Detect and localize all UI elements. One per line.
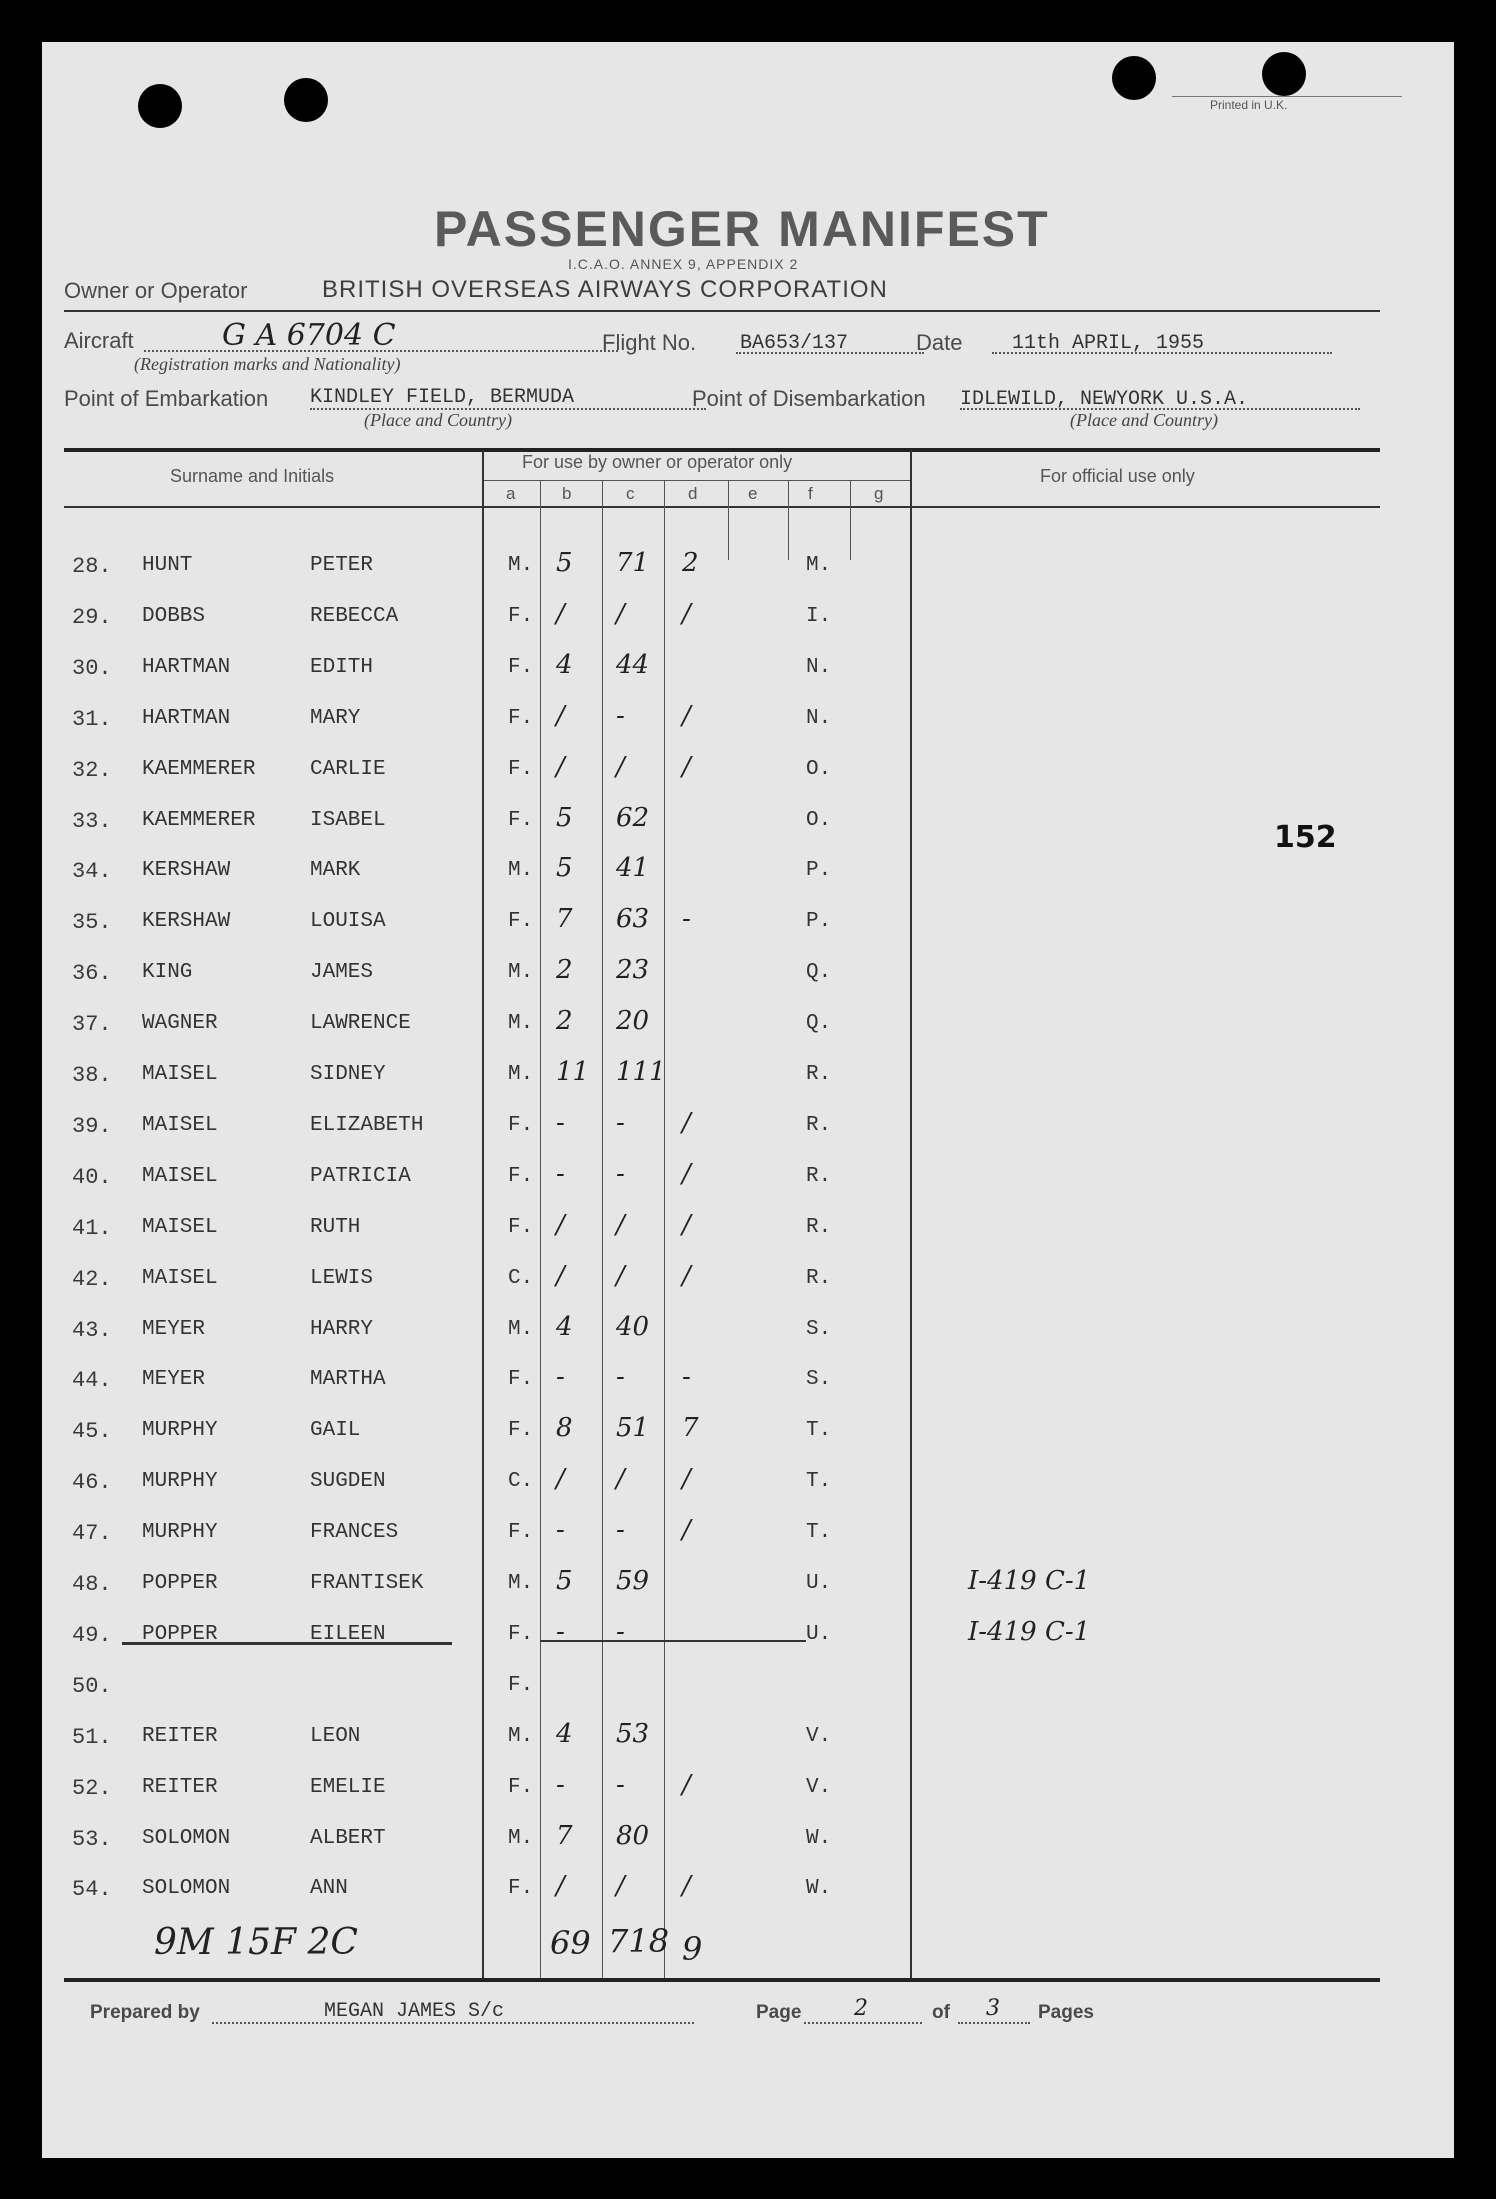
- row-col-a: F.: [508, 808, 534, 832]
- row-surname: HARTMAN: [142, 655, 231, 679]
- col-divider: [850, 480, 851, 560]
- row-number: 35.: [72, 910, 112, 936]
- row-col-f: O.: [806, 808, 832, 832]
- row-col-b: /: [556, 751, 565, 782]
- embarkation-label: Point of Embarkation: [64, 386, 269, 411]
- page-title: PASSENGER MANIFEST: [434, 201, 1050, 257]
- row-surname: REITER: [142, 1775, 218, 1799]
- row-col-f: W.: [806, 1826, 832, 1850]
- page-label: Page: [756, 2002, 802, 2023]
- row-col-f: U.: [806, 1622, 832, 1646]
- owner-label: Owner or Operator: [64, 278, 248, 303]
- row-col-f: R.: [806, 1113, 832, 1137]
- row-col-a: M.: [508, 1012, 534, 1036]
- row-col-a: F.: [508, 1419, 534, 1443]
- row-col-a: F.: [508, 1521, 534, 1545]
- row-col-c: 80: [616, 1820, 650, 1851]
- row-col-f: T.: [806, 1521, 832, 1545]
- row-col-c: 71: [616, 548, 650, 578]
- row-col-f: R.: [806, 1164, 832, 1188]
- col-header-e: e: [748, 484, 758, 503]
- row-given-name: MARTHA: [310, 1368, 386, 1392]
- row-col-b: -: [556, 1362, 565, 1393]
- aircraft-caption: (Registration marks and Nationality): [134, 354, 401, 374]
- of-value: 3: [986, 1996, 1000, 2021]
- row-col-b: 11: [556, 1057, 590, 1087]
- row-given-name: EILEEN: [310, 1622, 386, 1646]
- row-number: 30.: [72, 655, 112, 681]
- row-col-d: 2: [682, 548, 699, 578]
- row-given-name: MARK: [310, 859, 361, 883]
- row-col-f: Q.: [806, 1012, 832, 1036]
- row-col-b: 4: [556, 649, 573, 680]
- row-surname: HUNT: [142, 554, 193, 577]
- row-col-c: -: [616, 1769, 625, 1800]
- row-surname: MEYER: [142, 1317, 206, 1341]
- totals-b: 69: [550, 1924, 591, 1962]
- row-col-d: /: [682, 1158, 691, 1189]
- row-number: 37.: [72, 1012, 112, 1038]
- row-col-a: M.: [508, 859, 534, 883]
- row-col-f: Q.: [806, 961, 832, 985]
- row-col-b: -: [556, 1515, 565, 1546]
- row-col-a: C.: [508, 1266, 534, 1290]
- row-col-a: F.: [508, 1164, 534, 1188]
- row-col-b: /: [556, 1464, 565, 1495]
- row-number: 48.: [72, 1572, 112, 1597]
- row-number: 53.: [72, 1826, 112, 1852]
- row-number: 36.: [72, 961, 112, 987]
- col-header-c: c: [626, 484, 635, 503]
- row-given-name: EMELIE: [310, 1775, 386, 1799]
- row-given-name: HARRY: [310, 1317, 374, 1341]
- row-col-a: F.: [508, 604, 534, 628]
- row-col-c: -: [616, 1158, 625, 1189]
- row-col-b: /: [556, 1209, 565, 1240]
- row-col-f: P.: [806, 859, 832, 883]
- totals-c: 718: [608, 1922, 670, 1960]
- row-col-c: 59: [616, 1566, 650, 1596]
- row-col-c: 53: [616, 1718, 650, 1749]
- row-col-f: I.: [806, 604, 832, 628]
- row-col-a: C.: [508, 1470, 534, 1494]
- row-given-name: ISABEL: [310, 808, 386, 832]
- row-col-f: T.: [806, 1470, 832, 1494]
- row-given-name: GAIL: [310, 1419, 361, 1443]
- col-header-b: b: [562, 484, 572, 503]
- row-col-b: 5: [556, 548, 573, 578]
- row-col-c: 40: [616, 1311, 650, 1342]
- row-col-d: -: [682, 1362, 691, 1393]
- row-number: 34.: [72, 859, 112, 885]
- row-col-b: -: [556, 1769, 565, 1800]
- divider: [736, 352, 924, 354]
- row-given-name: PATRICIA: [310, 1164, 411, 1188]
- row-col-c: 111: [616, 1057, 666, 1087]
- row-col-b: 7: [556, 1820, 573, 1851]
- row-given-name: FRANTISEK: [310, 1572, 424, 1595]
- row-col-c: 51: [616, 1413, 650, 1444]
- row-col-d: -: [682, 904, 691, 935]
- row-surname: KERSHAW: [142, 859, 231, 883]
- divider: [992, 352, 1332, 354]
- row-col-b: -: [556, 1107, 565, 1138]
- subheader-rule: [482, 480, 910, 481]
- punch-hole: [138, 84, 182, 128]
- row-number: 38.: [72, 1063, 112, 1088]
- divider: [212, 2022, 694, 2024]
- row-col-c: /: [616, 1464, 625, 1495]
- row-col-c: -: [616, 1616, 625, 1647]
- row-surname: MURPHY: [142, 1470, 218, 1494]
- row-col-a: F.: [508, 1775, 534, 1799]
- row-col-b: 2: [556, 1006, 573, 1037]
- table-bottom-rule: [64, 1978, 1380, 1982]
- aircraft-label: Aircraft: [64, 328, 134, 353]
- row-col-c: 63: [616, 904, 650, 935]
- row-given-name: EDITH: [310, 655, 374, 679]
- row-col-b: /: [556, 598, 565, 629]
- table-header-rule: [64, 506, 1380, 508]
- disembarkation-label: Point of Disembarkation: [692, 386, 926, 411]
- row-surname: MEYER: [142, 1368, 206, 1392]
- row-col-c: 23: [616, 955, 650, 986]
- row-given-name: LEON: [310, 1724, 361, 1748]
- row-surname: MAISEL: [142, 1266, 218, 1290]
- row-col-a: M.: [508, 554, 534, 577]
- page-subtitle: I.C.A.O. ANNEX 9, APPENDIX 2: [568, 256, 799, 272]
- row-surname: POPPER: [142, 1572, 218, 1595]
- divider: [1172, 96, 1402, 97]
- strike-line: [540, 1640, 806, 1642]
- row-col-c: 20: [616, 1006, 650, 1037]
- row-col-a: F.: [508, 757, 534, 781]
- row-col-c: 41: [616, 853, 650, 884]
- col-divider: [910, 450, 912, 1980]
- row-number: 43.: [72, 1317, 112, 1343]
- of-label: of: [932, 2002, 950, 2023]
- row-number: 47.: [72, 1521, 112, 1547]
- row-col-d: /: [682, 1515, 691, 1546]
- row-col-f: N.: [806, 655, 832, 679]
- punch-hole: [284, 78, 328, 122]
- col-header-g: g: [874, 484, 884, 503]
- row-given-name: PETER: [310, 554, 374, 577]
- divider: [144, 350, 618, 352]
- row-surname: WAGNER: [142, 1012, 218, 1036]
- row-col-a: M.: [508, 1826, 534, 1850]
- row-col-b: 4: [556, 1718, 573, 1749]
- printed-in-note: Printed in U.K.: [1210, 98, 1288, 112]
- disembarkation-caption: (Place and Country): [1070, 410, 1218, 430]
- date-label: Date: [916, 330, 963, 355]
- row-col-f: N.: [806, 706, 832, 730]
- row-given-name: ALBERT: [310, 1826, 386, 1850]
- col-divider: [728, 480, 729, 560]
- row-number: 52.: [72, 1775, 112, 1801]
- row-given-name: LEWIS: [310, 1266, 374, 1290]
- page-value: 2: [854, 1996, 868, 2021]
- col-divider: [664, 480, 665, 1980]
- strike-line: [122, 1642, 452, 1645]
- row-col-f: W.: [806, 1877, 832, 1901]
- row-col-a: F.: [508, 1673, 534, 1697]
- row-col-a: F.: [508, 1368, 534, 1392]
- row-number: 40.: [72, 1164, 112, 1190]
- row-surname: MAISEL: [142, 1215, 218, 1239]
- row-given-name: CARLIE: [310, 757, 386, 781]
- row-col-a: M.: [508, 1724, 534, 1748]
- row-number: 49.: [72, 1622, 112, 1648]
- row-col-f: R.: [806, 1215, 832, 1239]
- row-surname: KING: [142, 961, 193, 985]
- row-given-name: FRANCES: [310, 1521, 399, 1545]
- row-col-f: S.: [806, 1317, 832, 1341]
- row-col-a: F.: [508, 1215, 534, 1239]
- row-col-c: /: [616, 1871, 625, 1902]
- divider: [804, 2022, 922, 2024]
- row-col-b: -: [556, 1616, 565, 1647]
- row-surname: KAEMMERER: [142, 757, 256, 781]
- row-col-f: P.: [806, 910, 832, 934]
- row-surname: MAISEL: [142, 1164, 218, 1188]
- totals-label: 9M 15F 2C: [154, 1922, 358, 1963]
- row-number: 39.: [72, 1113, 112, 1139]
- row-given-name: LOUISA: [310, 910, 386, 934]
- row-given-name: LAWRENCE: [310, 1012, 411, 1036]
- row-number: 33.: [72, 808, 112, 834]
- row-number: 44.: [72, 1368, 112, 1394]
- col-header-d: d: [688, 484, 698, 503]
- name-header: Surname and Initials: [170, 466, 335, 486]
- owner-value: BRITISH OVERSEAS AIRWAYS CORPORATION: [322, 276, 888, 303]
- row-number: 42.: [72, 1266, 112, 1292]
- row-number: 31.: [72, 706, 112, 732]
- official-header: For official use only: [1040, 466, 1195, 486]
- col-divider: [540, 480, 541, 1980]
- row-col-d: /: [682, 1107, 691, 1138]
- row-col-f: M.: [806, 554, 832, 577]
- row-col-d: /: [682, 1464, 691, 1495]
- row-col-b: /: [556, 1260, 565, 1291]
- row-surname: REITER: [142, 1724, 218, 1748]
- disembarkation-value: IDLEWILD, NEWYORK U.S.A.: [960, 388, 1249, 411]
- pages-label: Pages: [1038, 2002, 1094, 2023]
- flight-label: Flight No.: [602, 330, 697, 355]
- row-col-c: /: [616, 598, 625, 629]
- divider: [958, 2022, 1030, 2024]
- row-surname: MAISEL: [142, 1113, 218, 1137]
- prepared-value: MEGAN JAMES S/c: [324, 2000, 505, 2023]
- row-col-d: /: [682, 598, 691, 629]
- operator-header: For use by owner or operator only: [522, 452, 793, 472]
- row-surname: MAISEL: [142, 1063, 218, 1086]
- row-col-a: F.: [508, 910, 534, 934]
- aircraft-value: G A 6704 C: [222, 318, 396, 353]
- row-surname: HARTMAN: [142, 706, 231, 730]
- row-col-b: 5: [556, 853, 573, 884]
- col-header-a: a: [506, 484, 516, 503]
- row-col-a: F.: [508, 655, 534, 679]
- row-col-f: U.: [806, 1572, 832, 1595]
- row-col-d: /: [682, 1260, 691, 1291]
- row-surname: DOBBS: [142, 604, 206, 628]
- divider: [64, 310, 1380, 312]
- row-col-f: V.: [806, 1724, 832, 1748]
- row-number: 51.: [72, 1724, 112, 1750]
- row-surname: MURPHY: [142, 1419, 218, 1443]
- row-col-f: R.: [806, 1063, 832, 1086]
- row-col-f: O.: [806, 757, 832, 781]
- row-col-a: M.: [508, 961, 534, 985]
- row-col-d: /: [682, 1871, 691, 1902]
- embarkation-value: KINDLEY FIELD, BERMUDA: [310, 386, 575, 409]
- col-header-f: f: [808, 484, 813, 503]
- col-divider: [482, 450, 484, 1980]
- row-official-note: I-419 C-1: [968, 1616, 1091, 1647]
- row-number: 45.: [72, 1419, 112, 1445]
- row-col-c: 44: [616, 649, 650, 680]
- row-col-c: -: [616, 1362, 625, 1393]
- row-col-f: T.: [806, 1419, 832, 1443]
- row-col-d: /: [682, 700, 691, 731]
- row-col-d: 7: [682, 1413, 699, 1444]
- row-col-c: /: [616, 1209, 625, 1240]
- row-col-d: /: [682, 751, 691, 782]
- row-col-a: F.: [508, 1113, 534, 1137]
- row-number: 50.: [72, 1673, 112, 1699]
- row-official-note: I-419 C-1: [968, 1566, 1091, 1596]
- row-number: 41.: [72, 1215, 112, 1241]
- row-col-b: 8: [556, 1413, 573, 1444]
- row-given-name: SIDNEY: [310, 1063, 386, 1086]
- row-col-d: /: [682, 1769, 691, 1800]
- date-value: 11th APRIL, 1955: [1012, 332, 1205, 355]
- row-col-c: /: [616, 751, 625, 782]
- row-given-name: JAMES: [310, 961, 374, 985]
- punch-hole: [1262, 52, 1306, 96]
- row-col-c: -: [616, 700, 625, 731]
- row-col-a: F.: [508, 1622, 534, 1646]
- col-divider: [788, 480, 789, 560]
- row-given-name: MARY: [310, 706, 361, 730]
- row-col-a: M.: [508, 1317, 534, 1341]
- row-given-name: SUGDEN: [310, 1470, 386, 1494]
- row-given-name: RUTH: [310, 1215, 361, 1239]
- row-given-name: REBECCA: [310, 604, 399, 628]
- row-col-b: 5: [556, 802, 573, 833]
- prepared-label: Prepared by: [90, 2002, 200, 2023]
- manifest-sheet: [42, 42, 1454, 2158]
- punch-hole: [1112, 56, 1156, 100]
- row-surname: POPPER: [142, 1622, 218, 1646]
- row-col-b: 7: [556, 904, 573, 935]
- totals-d: 9: [682, 1930, 703, 1968]
- row-col-f: V.: [806, 1775, 832, 1799]
- row-col-a: F.: [508, 706, 534, 730]
- row-surname: SOLOMON: [142, 1877, 231, 1901]
- row-col-c: -: [616, 1515, 625, 1546]
- row-col-a: F.: [508, 1877, 534, 1901]
- flight-value: BA653/137: [740, 332, 849, 355]
- row-col-b: /: [556, 1871, 565, 1902]
- row-col-d: /: [682, 1209, 691, 1240]
- row-col-b: /: [556, 700, 565, 731]
- row-col-b: 5: [556, 1566, 573, 1596]
- row-number: 29.: [72, 604, 112, 630]
- row-col-b: 2: [556, 955, 573, 986]
- row-col-c: 62: [616, 802, 650, 833]
- embarkation-caption: (Place and Country): [364, 410, 512, 430]
- row-surname: KERSHAW: [142, 910, 231, 934]
- row-col-c: /: [616, 1260, 625, 1291]
- row-given-name: ELIZABETH: [310, 1113, 424, 1137]
- col-divider: [602, 480, 603, 1980]
- row-col-f: S.: [806, 1368, 832, 1392]
- row-col-a: M.: [508, 1572, 534, 1595]
- row-number: 28.: [72, 554, 112, 579]
- row-col-c: -: [616, 1107, 625, 1138]
- row-col-b: 4: [556, 1311, 573, 1342]
- row-col-a: M.: [508, 1063, 534, 1086]
- row-col-f: R.: [806, 1266, 832, 1290]
- row-given-name: ANN: [310, 1877, 348, 1901]
- row-col-b: -: [556, 1158, 565, 1189]
- row-number: 54.: [72, 1877, 112, 1903]
- row-surname: SOLOMON: [142, 1826, 231, 1850]
- row-surname: MURPHY: [142, 1521, 218, 1545]
- row-surname: KAEMMERER: [142, 808, 256, 832]
- row-number: 32.: [72, 757, 112, 783]
- row-number: 46.: [72, 1470, 112, 1496]
- page-stamp-number: 152: [1274, 820, 1337, 855]
